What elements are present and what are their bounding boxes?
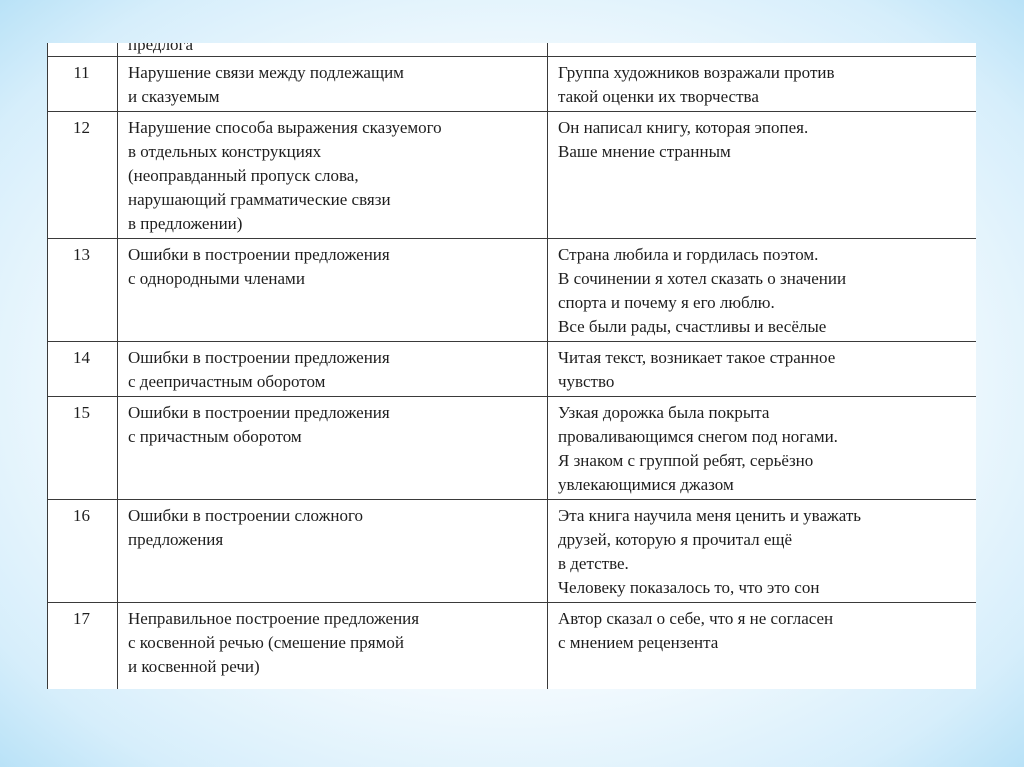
example-line: проваливающимся снегом под ногами.: [558, 427, 838, 446]
error-type-line: Ошибки в построении сложного: [128, 506, 363, 525]
error-type-line: Нарушение связи между подлежащим: [128, 63, 404, 82]
row-number: 13: [48, 239, 118, 342]
table-row-14: [48, 342, 977, 397]
example-line: Все были рады, счастливы и весёлые: [558, 317, 827, 336]
example-cell: [548, 342, 977, 397]
error-type-cell: [118, 397, 548, 500]
error-type-cell: [118, 112, 548, 239]
slide-frame: [47, 43, 976, 689]
row-number: 11: [48, 57, 118, 112]
example-cell: [548, 57, 977, 112]
row-number: 17: [48, 603, 118, 690]
example-line: Я знаком с группой ребят, серьёзно: [558, 451, 814, 470]
error-type-cell: [118, 603, 548, 690]
row-number: 14: [48, 342, 118, 397]
error-type-line: нарушающий грамматические связи: [128, 190, 391, 209]
example-line: Он написал книгу, которая эпопея.: [558, 118, 809, 137]
row-number: 12: [48, 112, 118, 239]
error-type-line: с деепричастным оборотом: [128, 372, 326, 391]
error-type-cell: [118, 57, 548, 112]
error-type-line: и косвенной речи): [128, 657, 260, 676]
example-line: чувство: [558, 372, 615, 391]
cut-example-cell: [548, 43, 977, 57]
error-type-line: Ошибки в построении предложения: [128, 348, 390, 367]
example-line: Человеку показалось то, что это сон: [558, 578, 820, 597]
example-line: Автор сказал о себе, что я не согласен: [558, 609, 834, 628]
error-type-line: с косвенной речью (смешение прямой: [128, 633, 404, 652]
example-line: спорта и почему я его люблю.: [558, 293, 775, 312]
error-type-line: Неправильное построение предложения: [128, 609, 420, 628]
example-line: Страна любила и гордилась поэтом.: [558, 245, 819, 264]
error-type-line: с однородными членами: [128, 269, 305, 288]
example-line: в детстве.: [558, 554, 629, 573]
error-type-line: Ошибки в построении предложения: [128, 403, 390, 422]
table-row-12: [48, 112, 977, 239]
example-line: с мнением рецензента: [558, 633, 719, 652]
example-line: Читая текст, возникает такое странное: [558, 348, 836, 367]
example-cell: [548, 397, 977, 500]
error-type-cell: [118, 342, 548, 397]
cut-type-cell: [118, 43, 548, 57]
error-type-cell: [118, 500, 548, 603]
table-row-13: [48, 239, 977, 342]
example-line: Группа художников возражали против: [558, 63, 835, 82]
example-line: увлекающимися джазом: [558, 475, 734, 494]
error-type-line: в предложении): [128, 214, 243, 233]
cut-num-cell: [48, 43, 118, 57]
cut-row-text: предлога: [128, 43, 194, 54]
error-type-line: с причастным оборотом: [128, 427, 302, 446]
error-type-cell: [118, 239, 548, 342]
example-line: В сочинении я хотел сказать о значении: [558, 269, 847, 288]
example-cell: [548, 239, 977, 342]
row-number: 16: [48, 500, 118, 603]
table-row-11: [48, 57, 977, 112]
grammar-errors-table: [47, 43, 976, 689]
error-type-line: Ошибки в построении предложения: [128, 245, 390, 264]
table-row-cut: [48, 43, 977, 57]
example-line: такой оценки их творчества: [558, 87, 759, 106]
row-number: 15: [48, 397, 118, 500]
example-cell: [548, 603, 977, 690]
error-type-line: в отдельных конструкциях: [128, 142, 322, 161]
example-line: друзей, которую я прочитал ещё: [558, 530, 793, 549]
error-type-line: (неоправданный пропуск слова,: [128, 166, 359, 185]
example-line: Ваше мнение странным: [558, 142, 731, 161]
example-cell: [548, 500, 977, 603]
example-line: Узкая дорожка была покрыта: [558, 403, 770, 422]
example-line: Эта книга научила меня ценить и уважать: [558, 506, 862, 525]
error-type-line: и сказуемым: [128, 87, 220, 106]
table-row-17: [48, 603, 977, 690]
table-row-16: [48, 500, 977, 603]
example-cell: [548, 112, 977, 239]
error-type-line: Нарушение способа выражения сказуемого: [128, 118, 442, 137]
error-type-line: предложения: [128, 530, 224, 549]
table-row-15: [48, 397, 977, 500]
